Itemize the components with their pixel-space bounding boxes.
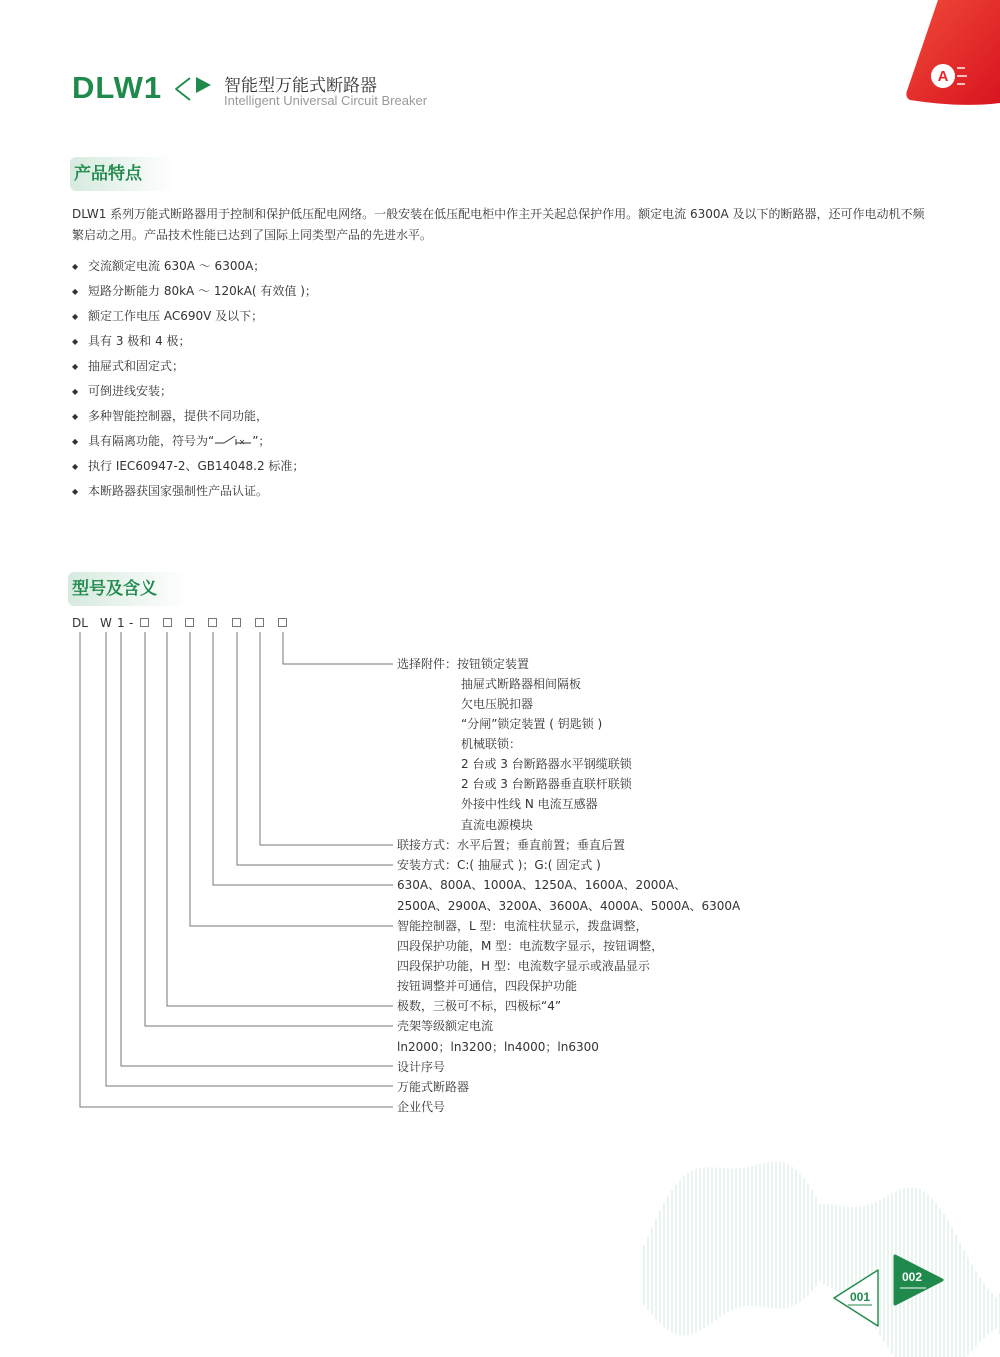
desc-controller: 智能控制器，L 型：电流柱状显示，拨盘调整， — [397, 919, 648, 933]
list-item: ◆ 本断路器获国家强制性产品认证。 — [72, 479, 317, 504]
desc-line: “分闸”锁定装置 ( 钥匙锁 ) — [461, 717, 603, 731]
list-item: ◆ 可倒进线安装； — [72, 379, 317, 404]
code-prefix: DL — [72, 616, 88, 630]
page-navigation — [826, 1252, 956, 1342]
desc-line: 抽屉式断路器相间隔板 — [461, 677, 582, 691]
model-heading: 型号及含义 — [68, 572, 188, 606]
page-number-next: 002 — [902, 1270, 923, 1284]
desc-line: 欠电压脱扣器 — [461, 697, 534, 711]
list-item: ◆ 具有 3 极和 4 极； — [72, 329, 317, 354]
list-item: ◆ 具有隔离功能，符号为“ ”； — [72, 429, 317, 454]
code-dash: - — [129, 616, 134, 630]
desc-frame-values: ln2000；ln3200；ln4000；ln6300 — [397, 1040, 599, 1054]
diamond-bullet-icon: ◆ — [72, 312, 79, 321]
desc-universal: 万能式断路器 — [397, 1080, 470, 1094]
list-item: ◆ 短路分断能力 80kA ～ 120kA( 有效值 )； — [72, 279, 317, 304]
desc-accessories: 选择附件：按钮锁定装置 — [397, 657, 530, 671]
list-item: ◆ 执行 IEC60947-2、GB14048.2 标准； — [72, 454, 317, 479]
desc-frame: 壳架等级额定电流 — [397, 1019, 494, 1033]
desc-current-cont: 2500A、2900A、3200A、3600A、4000A、5000A、6300A — [397, 899, 741, 913]
code-slot-box — [163, 618, 172, 627]
code-slot-box — [278, 618, 287, 627]
product-title-cn: 智能型万能式断路器 — [224, 76, 377, 96]
diamond-bullet-icon: ◆ — [72, 337, 79, 346]
code-slot-box — [232, 618, 241, 627]
desc-design-seq: 设计序号 — [397, 1060, 446, 1074]
list-item: ◆ 抽屉式和固定式； — [72, 354, 317, 379]
code-slot-box — [208, 618, 217, 627]
diamond-bullet-icon: ◆ — [72, 487, 79, 496]
corner-logo-letter: A — [937, 68, 949, 85]
features-intro: DLW1 系列万能式断路器用于控制和保护低压配电网络。一般安装在低压配电柜中作主开关起总保护作用。额定电流 6300A 及以下的断路器，还可作电动机不频繁启动之用。产品技术性能已达到了国际上同类型产品的先进水平。 — [72, 207, 925, 242]
desc-connection: 联接方式：水平后置；垂直前置；垂直后置 — [397, 838, 626, 852]
product-title-en: Intelligent Universal Circuit Breaker — [224, 93, 428, 108]
desc-line: 机械联锁： — [461, 737, 522, 751]
desc-line: 直流电源模块 — [461, 818, 534, 832]
code-slot-box — [185, 618, 194, 627]
features-heading: 产品特点 — [70, 157, 176, 191]
diamond-bullet-icon: ◆ — [72, 462, 79, 471]
desc-poles: 极数，三极可不标，四极标“4” — [397, 999, 562, 1013]
model-title: DLW1 — [72, 70, 163, 105]
code-slot-box — [255, 618, 264, 627]
code-1: 1 — [117, 616, 125, 630]
desc-controller-cont: 四段保护功能，M 型：电流数字显示，按钮调整， — [397, 939, 664, 953]
code-slot-box — [140, 618, 149, 627]
desc-line: 外接中性线 N 电流互感器 — [461, 797, 598, 811]
desc-installation: 安装方式：C:( 抽屉式 )；G:( 固定式 ) — [397, 858, 601, 872]
list-item: ◆ 多种智能控制器，提供不同功能， — [72, 404, 317, 429]
diamond-bullet-icon: ◆ — [72, 287, 79, 296]
desc-line: 2 台或 3 台断路器垂直联杆联锁 — [461, 777, 632, 791]
desc-current: 630A、800A、1000A、1250A、1600A、2000A、 — [397, 878, 687, 892]
desc-company: 企业代号 — [397, 1100, 446, 1114]
list-item: ◆ 额定工作电压 AC690V 及以下； — [72, 304, 317, 329]
diamond-bullet-icon: ◆ — [72, 362, 79, 371]
list-item: ◆ 交流额定电流 630A ～ 6300A； — [72, 254, 317, 279]
code-w: W — [100, 616, 112, 630]
diamond-bullet-icon: ◆ — [72, 412, 79, 421]
diamond-bullet-icon: ◆ — [72, 387, 79, 396]
desc-line: 2 台或 3 台断路器水平钢缆联锁 — [461, 757, 632, 771]
page-number-current: 001 — [850, 1290, 871, 1304]
desc-controller-cont: 按钮调整并可通信，四段保护功能 — [397, 979, 578, 993]
diamond-bullet-icon: ◆ — [72, 437, 79, 446]
desc-controller-cont: 四段保护功能，H 型：电流数字显示或液晶显示 — [397, 959, 650, 973]
diamond-bullet-icon: ◆ — [72, 262, 79, 271]
